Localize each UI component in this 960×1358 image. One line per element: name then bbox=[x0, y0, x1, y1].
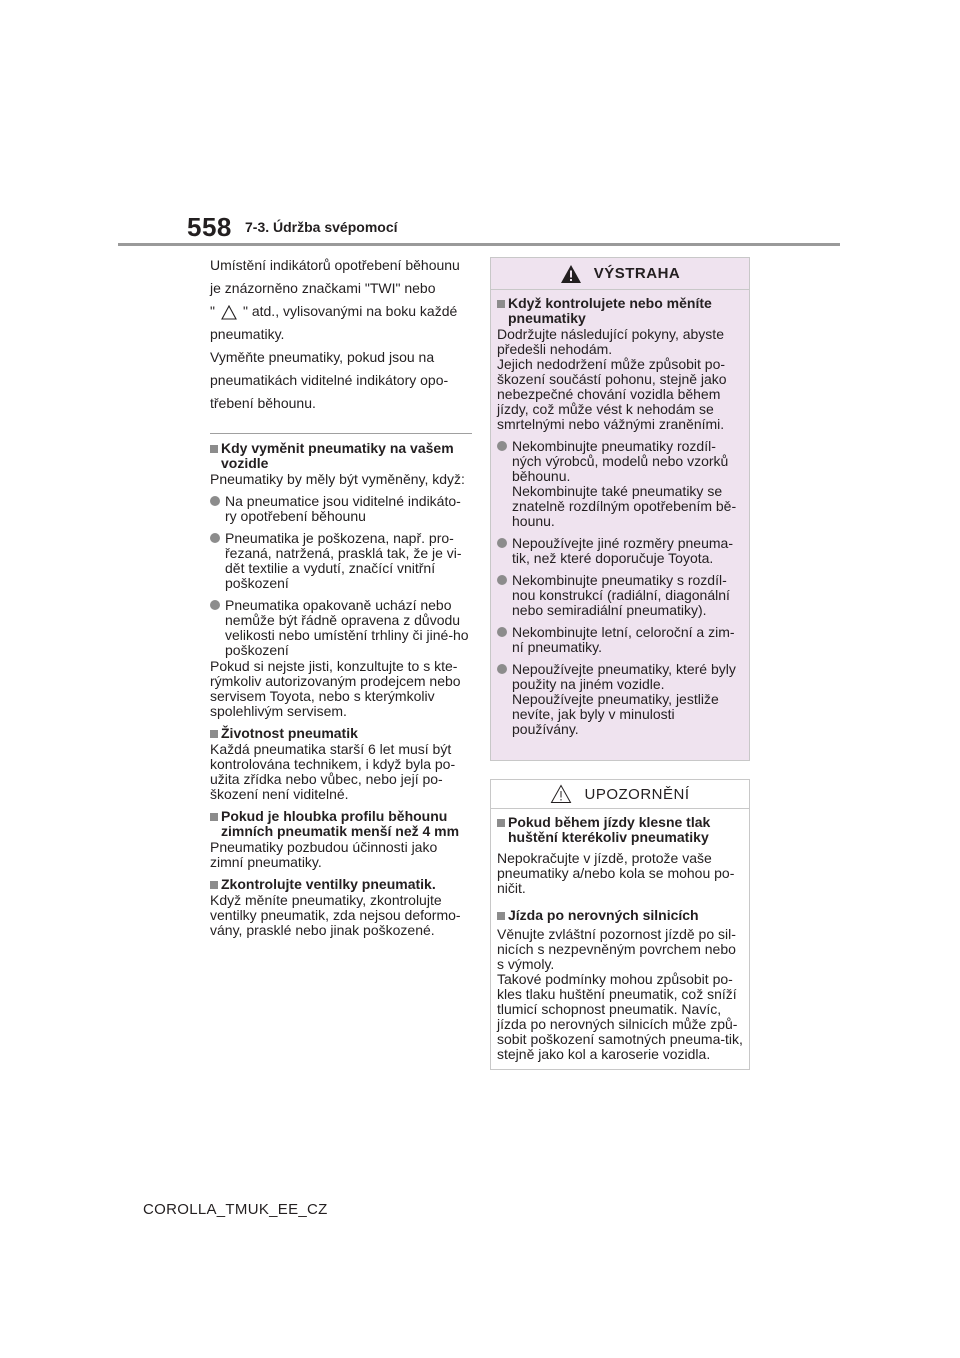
list-item bbox=[497, 573, 743, 618]
page-number: 558 bbox=[187, 212, 232, 242]
warning-heading bbox=[497, 296, 743, 326]
list-item-text bbox=[512, 662, 743, 737]
intro-line: třebení běhounu. bbox=[210, 395, 316, 411]
circle-bullet-icon bbox=[497, 662, 512, 737]
replace-intro: Pneumatiky by měly být vyměněny, když: bbox=[210, 471, 465, 487]
replace-note: Pokud si nejste jisti, konzultujte to s kte-rýmkoliv autorizovaným prodejcem nebo servisem Toyota, nebo s kterýmkoliv spolehlivým servisem. bbox=[210, 658, 461, 719]
list-item bbox=[497, 439, 743, 529]
warning-box bbox=[490, 257, 750, 761]
depth-heading bbox=[210, 809, 472, 839]
list-item-line: Nepoužívejte pneumatiky, které byly použity na jiném vozidle. bbox=[512, 661, 736, 692]
warning-triangle-icon bbox=[560, 264, 582, 284]
section-divider bbox=[210, 433, 472, 434]
list-item-line: Nepoužívejte pneumatiky, jestliže nevíte, jak byly v minulosti používány. bbox=[512, 691, 719, 737]
circle-bullet-icon bbox=[210, 598, 225, 658]
list-item-text: Pneumatika je poškozena, např. pro-řezaná, natržená, prasklá tak, že je vi-dět textilie a vydutí, značící vnitřní poškození bbox=[225, 530, 462, 591]
list-item-text: Na pneumatice jsou viditelné indikáto-ry opotřebení běhounu bbox=[225, 493, 461, 524]
list-item-text: Nekombinujte pneumatiky s rozdíl-nou konstrukcí (radiální, diagonální nebo semiradiální pneumatiky). bbox=[512, 572, 730, 618]
warning-box-header bbox=[491, 258, 749, 290]
list-item-text: Pneumatika opakovaně uchází nebo nemůže být řádně opravena z důvodu velikosti nebo umístění trhliny či jiné-ho poškození bbox=[225, 597, 469, 658]
list-item bbox=[497, 536, 743, 566]
circle-bullet-icon bbox=[497, 573, 512, 618]
list-item-line: Nekombinujte také pneumatiky se znatelně rozdílným opotřebením bě-hounu. bbox=[512, 483, 737, 529]
list-item-text: Nekombinujte letní, celoroční a zim-ní pneumatiky. bbox=[512, 624, 735, 655]
list-item-text: Nepoužívejte jiné rozměry pneuma-tik, než které doporučuje Toyota. bbox=[512, 535, 733, 566]
life-heading-text: Životnost pneumatik bbox=[221, 725, 358, 741]
quote-open: " bbox=[210, 303, 215, 319]
circle-bullet-icon bbox=[497, 625, 512, 655]
caution-heading bbox=[497, 815, 743, 845]
caution-text: Takové podmínky mohou způsobit po-kles tlaku huštění pneumatik, což sníží tlumicí schopnost pneumatik. Navíc, jízda po nerovných silnicích může způ-sobit poškození samotných pneuma-tik, stejně jako kol a karoserie vozidla. bbox=[497, 971, 743, 1062]
triangle-outline-icon bbox=[215, 305, 243, 320]
list-item-text bbox=[512, 439, 743, 529]
depth-text: Pneumatiky pozbudou účinnosti jako zimní pneumatiky. bbox=[210, 839, 438, 870]
caution-text: Nepokračujte v jízdě, protože vaše pneumatiky a/nebo kola se mohou po-ničit. bbox=[497, 850, 735, 896]
list-item bbox=[497, 662, 743, 737]
valve-text: Když měníte pneumatiky, zkontrolujte ventilky pneumatik, zda nejsou deformo-vány, prasklé nebo jinak poškozené. bbox=[210, 892, 461, 938]
list-item bbox=[497, 625, 743, 655]
valve-heading bbox=[210, 877, 472, 892]
intro-line bbox=[210, 300, 472, 323]
life-text: Každá pneumatika starší 6 let musí být kontrolována technikem, i když byla po-užita zřídka nebo vůbec, nebo její po-škození není viditelné. bbox=[210, 741, 456, 802]
warning-title: VÝSTRAHA bbox=[593, 265, 681, 282]
caution-heading-text: Pokud během jízdy klesne tlak huštění kterékoliv pneumatiky bbox=[508, 814, 711, 845]
intro-line: Umístění indikátorů opotřebení běhounu bbox=[210, 257, 460, 273]
caution-triangle-icon bbox=[550, 784, 572, 804]
list-item bbox=[210, 598, 472, 658]
circle-bullet-icon bbox=[210, 531, 225, 591]
intro-line: pneumatikách viditelné indikátory opo- bbox=[210, 372, 449, 388]
replace-heading bbox=[210, 441, 472, 471]
square-bullet-icon bbox=[210, 441, 221, 471]
intro-line: je znázorněno značkami "TWI" nebo bbox=[210, 280, 436, 296]
square-bullet-icon bbox=[210, 809, 221, 839]
caution-heading bbox=[497, 908, 743, 923]
warning-intro: Jejich nedodržení může způsobit po-škození součástí pohonu, stejně jako nebezpečné chování vozidla během jízdy, což může vést k nehodám se smrtelnými nebo vážnými zraněními. bbox=[497, 356, 727, 432]
square-bullet-icon bbox=[210, 877, 221, 892]
circle-bullet-icon bbox=[497, 536, 512, 566]
warning-box-body bbox=[491, 290, 749, 737]
caution-box-header bbox=[491, 780, 749, 809]
intro-line: Vyměňte pneumatiky, pokud jsou na bbox=[210, 349, 435, 365]
section-title: 7-3. Údržba svépomocí bbox=[245, 219, 398, 235]
square-bullet-icon bbox=[210, 726, 221, 741]
square-bullet-icon bbox=[497, 815, 508, 845]
circle-bullet-icon bbox=[497, 439, 512, 529]
caution-text: Věnujte zvláštní pozornost jízdě po sil-nicích s nezpevněným povrchem nebo s výmoly. bbox=[497, 926, 736, 972]
list-item bbox=[210, 531, 472, 591]
warning-intro: Dodržujte následující pokyny, abyste předešli nehodám. bbox=[497, 326, 724, 357]
square-bullet-icon bbox=[497, 296, 508, 326]
life-heading bbox=[210, 726, 472, 741]
footer-doc-id: COROLLA_TMUK_EE_CZ bbox=[143, 1201, 328, 1218]
depth-heading-text: Pokud je hloubka profilu běhounu zimních pneumatik menší než 4 mm bbox=[221, 808, 460, 839]
header-rule bbox=[118, 243, 840, 246]
intro-text bbox=[210, 254, 472, 415]
intro-line: pneumatiky. bbox=[210, 326, 285, 342]
circle-bullet-icon bbox=[210, 494, 225, 524]
warning-heading-text: Když kontrolujete nebo měníte pneumatiky bbox=[508, 295, 712, 326]
caution-title: UPOZORNĚNÍ bbox=[584, 785, 690, 803]
caution-heading-text: Jízda po nerovných silnicích bbox=[508, 907, 699, 923]
valve-heading-text: Zkontrolujte ventilky pneumatik. bbox=[221, 876, 436, 892]
left-column bbox=[210, 254, 472, 938]
list-item bbox=[210, 494, 472, 524]
intro-line-suffix: " atd., vylisovanými na boku každé bbox=[242, 303, 458, 319]
square-bullet-icon bbox=[497, 908, 508, 923]
caution-box-body bbox=[491, 809, 749, 1062]
caution-box bbox=[490, 779, 750, 1070]
list-item-line: Nekombinujte pneumatiky rozdíl-ných výrobců, modelů nebo vzorků běhounu. bbox=[512, 438, 729, 484]
replace-heading-text: Kdy vyměnit pneumatiky na vašem vozidle bbox=[221, 440, 454, 471]
